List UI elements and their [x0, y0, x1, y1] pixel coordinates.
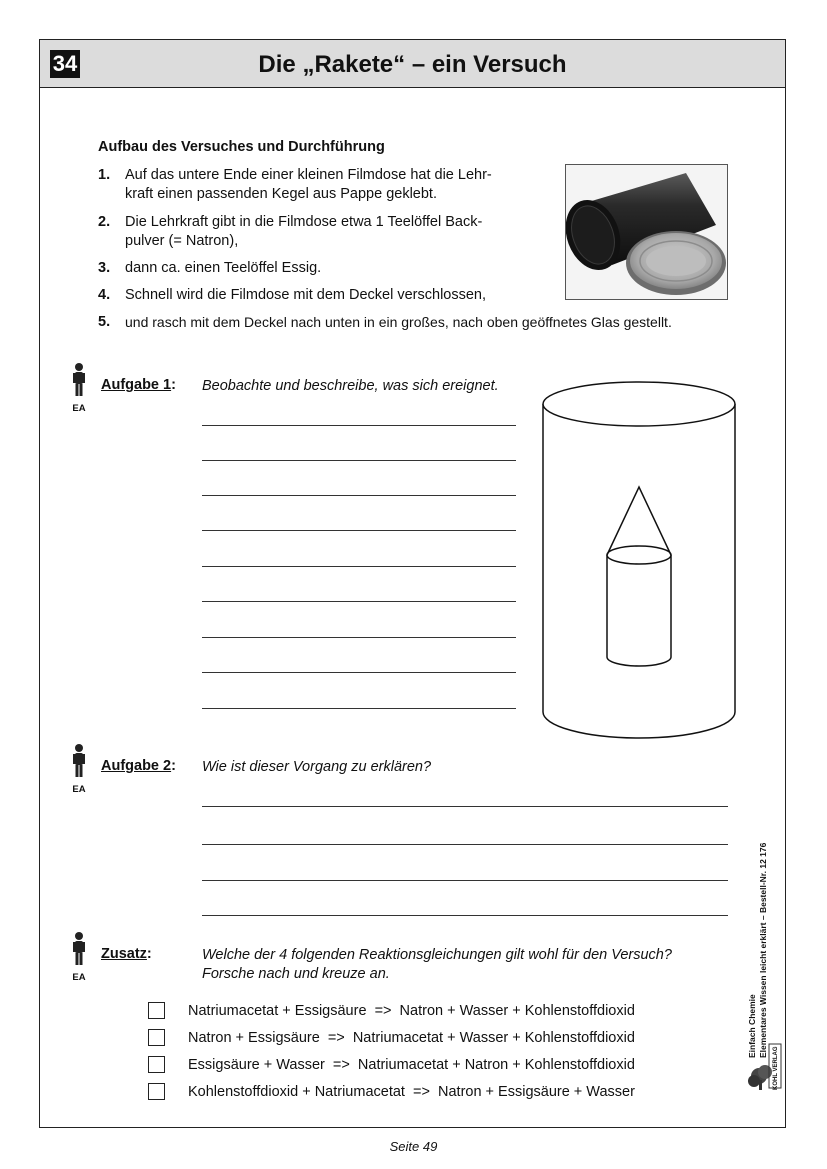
worksheet-header — [40, 40, 785, 88]
equation-option-4[interactable] — [148, 1083, 708, 1103]
option-checkbox[interactable] — [148, 1002, 165, 1019]
step-number: 4. — [98, 287, 111, 303]
step-line: pulver (= Natron), — [125, 233, 239, 249]
task-label-text: Aufgabe 2 — [101, 758, 172, 774]
task-label-text: Zusatz — [101, 946, 147, 962]
answer-line[interactable] — [202, 495, 516, 496]
answer-line[interactable] — [202, 806, 728, 807]
answer-line[interactable] — [202, 566, 516, 567]
option-label: Essigsäure + Wasser => Natriumacetat + Natron + Kohlenstoffdioxid — [188, 1057, 635, 1073]
task1-label — [101, 377, 176, 393]
equation-option-1[interactable] — [148, 1002, 708, 1022]
task-label-colon: : — [171, 758, 176, 774]
step-4 — [98, 286, 578, 306]
glass-rocket-diagram — [538, 378, 738, 742]
answer-line[interactable] — [202, 672, 516, 673]
answer-line[interactable] — [202, 637, 516, 638]
answer-line[interactable] — [202, 530, 516, 531]
extra-text-line: Forsche nach und kreuze an. — [202, 966, 390, 982]
step-number: 3. — [98, 260, 111, 276]
option-checkbox[interactable] — [148, 1029, 165, 1046]
option-label: Natron + Essigsäure => Natriumacetat + Wasser + Kohlenstoffdioxid — [188, 1030, 635, 1046]
publisher-logo — [745, 1040, 785, 1092]
task-label-text: Aufgabe 1 — [101, 377, 172, 393]
step-1 — [98, 166, 578, 206]
step-line: Auf das untere Ende einer kleinen Filmdose hat die Lehr- — [125, 167, 492, 183]
option-label: Natriumacetat + Essigsäure => Natron + Wasser + Kohlenstoffdioxid — [188, 1003, 635, 1019]
step-number: 1. — [98, 167, 111, 183]
task2-text: Wie ist dieser Vorgang zu erklären? — [202, 759, 432, 775]
canister-top — [607, 546, 671, 564]
publisher-name: KOHL VERLAG — [773, 1046, 779, 1090]
extra-label — [101, 946, 152, 962]
step-text: dann ca. einen Teelöffel Essig. — [125, 260, 322, 276]
step-text — [125, 213, 482, 251]
answer-line[interactable] — [202, 601, 516, 602]
person-icon — [70, 362, 88, 398]
answer-line[interactable] — [202, 880, 728, 881]
glass-rim — [543, 382, 735, 426]
equation-option-3[interactable] — [148, 1056, 708, 1076]
step-text — [125, 166, 492, 204]
person-icon — [70, 931, 88, 967]
step-text: Schnell wird die Filmdose mit dem Deckel verschlossen, — [125, 287, 487, 303]
glass-outline — [543, 404, 735, 738]
step-number: 2. — [98, 214, 111, 230]
task2-label — [101, 758, 176, 774]
step-line: Die Lehrkraft gibt in die Filmdose etwa 1 Teelöffel Back- — [125, 214, 483, 230]
equation-option-2[interactable] — [148, 1029, 708, 1049]
setup-heading: Aufbau des Versuches und Durchführung — [98, 139, 385, 155]
option-label: Kohlenstoffdioxid + Natriumacetat => Natron + Essigsäure + Wasser — [188, 1084, 635, 1100]
task-label-colon: : — [146, 946, 152, 962]
worksheet-number: 34 — [50, 50, 80, 78]
work-mode-label: EA — [72, 972, 86, 983]
step-number: 5. — [98, 314, 111, 330]
page-title: Die „Rakete“ – ein Versuch — [258, 51, 567, 78]
person-icon-task2 — [64, 743, 94, 795]
option-checkbox[interactable] — [148, 1056, 165, 1073]
option-checkbox[interactable] — [148, 1083, 165, 1100]
canister-body — [607, 555, 671, 666]
series-credit — [747, 778, 777, 1058]
person-icon-extra — [64, 931, 94, 983]
step-line: kraft einen passenden Kegel aus Pappe geklebt. — [125, 186, 437, 202]
answer-line[interactable] — [202, 425, 516, 426]
work-mode-label: EA — [72, 403, 86, 414]
page-number: Seite 49 — [389, 1139, 438, 1154]
task-label-colon: : — [171, 377, 176, 393]
film-canister-icon — [566, 165, 728, 300]
person-icon — [70, 743, 88, 779]
step-2 — [98, 213, 578, 253]
extra-text-line: Welche der 4 folgenden Reaktionsgleichungen gilt wohl für den Versuch? — [202, 947, 672, 963]
series-title: Einfach Chemie — [747, 994, 757, 1058]
film-canister-photo — [565, 164, 728, 300]
answer-line[interactable] — [202, 460, 516, 461]
step-3 — [98, 259, 578, 279]
answer-line[interactable] — [202, 844, 728, 845]
series-subtitle: Elementares Wissen leicht erklärt – Bestell-Nr. 12 176 — [758, 842, 768, 1058]
rocket-cone — [607, 487, 671, 555]
person-icon-task1 — [64, 362, 94, 414]
task1-text: Beobachte und beschreibe, was sich ereignet. — [202, 378, 499, 394]
step-5 — [98, 313, 778, 333]
step-text: und rasch mit dem Deckel nach unten in ein großes, nach oben geöffnetes Glas gestellt. — [125, 314, 672, 330]
answer-line[interactable] — [202, 915, 728, 916]
work-mode-label: EA — [72, 784, 86, 795]
answer-line[interactable] — [202, 708, 516, 709]
extra-text — [202, 946, 742, 984]
worksheet-frame — [39, 39, 786, 1128]
